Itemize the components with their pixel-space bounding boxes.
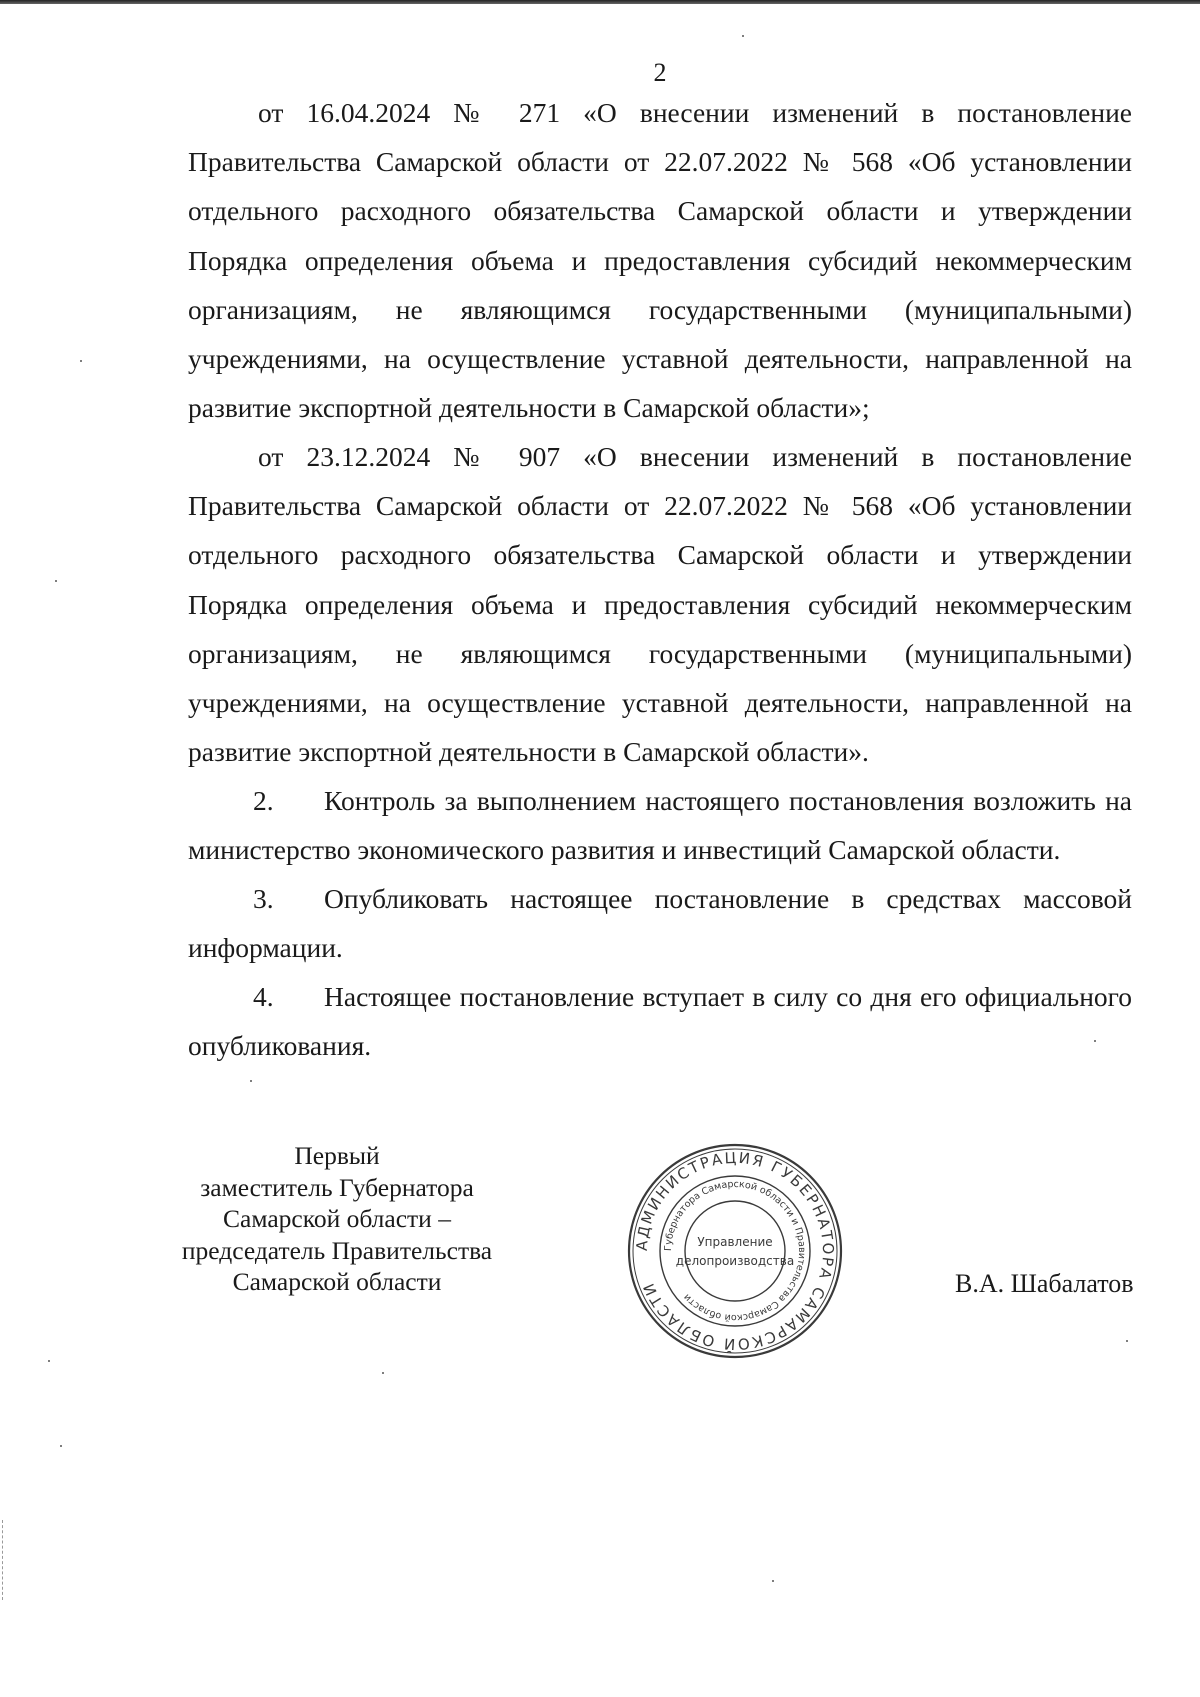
clause-text: Настоящее постановление вступает в силу со дня его официального опубликования. [188, 981, 1132, 1062]
seal-outer-ring [629, 1145, 841, 1357]
paragraph-text: от 16.04.2024 № 271 «О внесении изменений в постановление Правительства Самарской области от 22.07.2022 № 568 «Об установлении отдельного расходного обязательства Самарской области и утверждении Порядка определения объема и предоставления субсидий некоммерческим организациям, не являющимся государственными (муниципальными) учреждениями, на осуществление уставной деятельности, направленной на развитие экспортной деятельности в Самарской области»; [188, 97, 1132, 424]
scan-speck [1094, 1040, 1096, 1042]
signatory-title-line: председатель Правительства [181, 1235, 493, 1265]
seal-inner-text: Губернатора Самарской области и Правительства Самарской области [662, 1178, 808, 1324]
paragraph-text: от 23.12.2024 № 907 «О внесении изменений в постановление Правительства Самарской области от 22.07.2022 № 568 «Об установлении отдельного расходного обязательства Самарской области и утверждении Порядка определения объема и предоставления субсидий некоммерческим организациям, не являющимся государственными (муниципальными) учреждениями, на осуществление уставной деятельности, направленной на развитие экспортной деятельности в Самарской области». [188, 441, 1132, 768]
seal-center-line: делопроизводства [675, 1254, 795, 1268]
paragraph-text [188, 874, 1132, 972]
amendment-item-1 [188, 88, 1132, 432]
clause-4 [188, 972, 1132, 1070]
clause-text: Контроль за выполнением настоящего постановления возложить на министерство экономического развития и инвестиций Самарской области. [188, 785, 1132, 866]
signatory-title-line: заместитель Губернатора [200, 1172, 474, 1202]
paragraph-text [188, 972, 1132, 1070]
seal-graphic [622, 1138, 848, 1364]
signatory-title [155, 1140, 519, 1298]
scan-speck [60, 1445, 62, 1447]
page-number: 2 [653, 58, 667, 87]
scan-top-border [0, 0, 1200, 4]
scan-speck [48, 1360, 50, 1362]
clause-number: 3. [253, 883, 274, 914]
amendment-item-2 [188, 432, 1132, 776]
clause-3 [188, 874, 1132, 972]
scan-edge-mark [2, 1520, 4, 1600]
signatory-title-line: Самарской области – [223, 1204, 451, 1234]
scan-speck [55, 580, 57, 582]
seal-middle-ring [660, 1176, 810, 1326]
seal-inner-ring [685, 1201, 785, 1301]
clause-number: 4. [253, 981, 274, 1012]
signatory-title-line: Первый [294, 1141, 380, 1170]
clause-2 [188, 776, 1132, 874]
seal-outer-text: АДМИНИСТРАЦИЯ ГУБЕРНАТОРА САМАРСКОЙ ОБЛАСТИ [632, 1148, 838, 1354]
scan-speck [250, 1080, 252, 1082]
paragraph-text [188, 776, 1132, 874]
clause-text: Опубликовать настоящее постановление в средствах массовой информации. [188, 883, 1132, 964]
scan-speck [80, 360, 82, 362]
signatory-name: В.А. Шабалатов [955, 1269, 1134, 1298]
clause-number: 2. [253, 785, 274, 816]
official-seal [622, 1138, 848, 1364]
scan-speck [1126, 1340, 1128, 1342]
scan-speck [382, 1372, 384, 1374]
scan-speck [742, 35, 744, 37]
signatory-title-line: Самарской области [232, 1267, 442, 1297]
scan-speck [772, 1580, 774, 1582]
seal-center-line: Управление [697, 1235, 773, 1249]
